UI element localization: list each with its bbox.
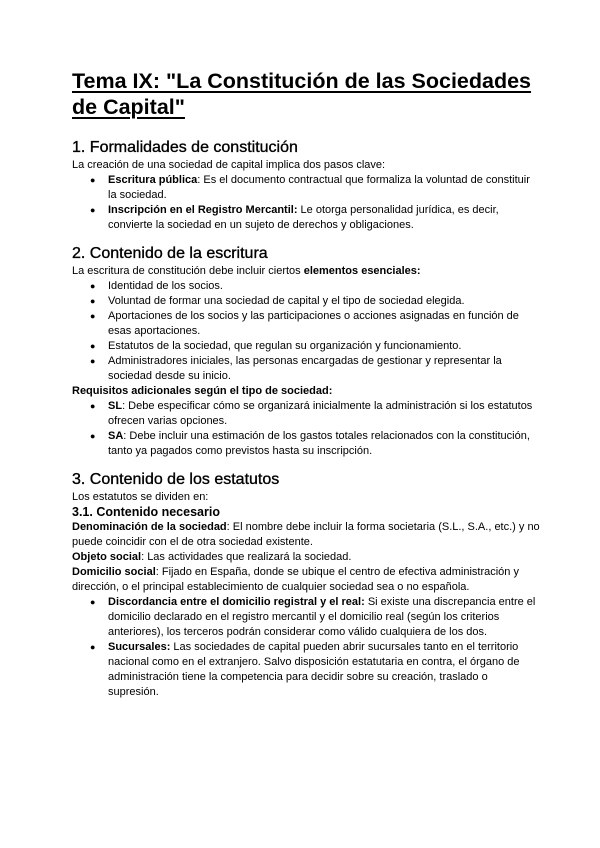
section-2-subheading: Requisitos adicionales según el tipo de sociedad: <box>72 385 333 397</box>
section-1-heading: 1. Formalidades de constitución <box>72 139 298 156</box>
section-2-list <box>72 279 540 384</box>
section-3-1-heading: 3.1. Contenido necesario <box>72 505 220 519</box>
list-item: ● Administradores iniciales, las personas encargadas de gestionar y representar la sociedad desde su inicio. <box>90 355 502 382</box>
list-item: ● SL: Debe especificar cómo se organizará inicialmente la administración si los estatutos ofrecen varias opciones. <box>90 400 533 427</box>
bullet-icon: ● <box>90 296 96 306</box>
list-item: ● Estatutos de la sociedad, que regulan su organización y funcionamiento. <box>90 340 462 352</box>
section-2-intro: La escritura de constitución debe incluir ciertos elementos esenciales: <box>72 265 421 277</box>
paragraph: Domicilio social: Fijado en España, donde se ubique el centro de efectiva administración y dirección, o el principal establecimiento de cualquier sociedad sea o no española. <box>72 566 519 593</box>
list-item: ● Inscripción en el Registro Mercantil: Le otorga personalidad jurídica, es decir, convierte la sociedad en un sujeto de derechos y obligaciones. <box>90 204 499 231</box>
document-title: Tema IX: "La Constitución de las Sociedades de Capital" <box>72 69 532 119</box>
list-item: ● SA: Debe incluir una estimación de los gastos totales relacionados con la constitución, tanto ya pagados como previstos hasta su inscripción. <box>90 430 530 457</box>
section-3-intro: Los estatutos se dividen en: <box>72 491 209 503</box>
section-1-list <box>72 173 540 233</box>
section-3-heading: 3. Contenido de los estatutos <box>72 471 280 488</box>
bullet-icon: ● <box>90 311 96 321</box>
section-2-heading: 2. Contenido de la escritura <box>72 245 268 262</box>
list-item: ● Aportaciones de los socios y las participaciones o acciones asignadas en función de esas aportaciones. <box>90 310 519 337</box>
bullet-icon: ● <box>90 642 96 652</box>
paragraph: Objeto social: Las actividades que realizará la sociedad. <box>72 551 352 563</box>
bullet-icon: ● <box>90 341 96 351</box>
paragraph: Denominación de la sociedad: El nombre debe incluir la forma societaria (S.L., S.A., etc.) y no puede coincidir con el de otra sociedad existente. <box>72 521 540 548</box>
bullet-icon: ● <box>90 356 96 366</box>
bullet-icon: ● <box>90 175 96 185</box>
list-item: ● Discordancia entre el domicilio registral y el real: Si existe una discrepancia entre el domicilio declarado en el registro mercantil y el domicilio real (según los criterios anteriores), los terceros podrán considerar como válido cualquiera de los dos. <box>90 596 536 638</box>
bullet-icon: ● <box>90 205 96 215</box>
list-item: ● Escritura pública: Es el documento contractual que formaliza la voluntad de constituir la sociedad. <box>90 174 530 201</box>
section-2-sublist <box>72 399 540 459</box>
section-3-list <box>72 595 540 700</box>
section-1-intro: La creación de una sociedad de capital implica dos pasos clave: <box>72 159 386 171</box>
list-item: ● Voluntad de formar una sociedad de capital y el tipo de sociedad elegida. <box>90 295 465 307</box>
bullet-icon: ● <box>90 431 96 441</box>
bullet-icon: ● <box>90 401 96 411</box>
list-item: ● Identidad de los socios. <box>90 280 223 292</box>
bullet-icon: ● <box>90 281 96 291</box>
list-item: ● Sucursales: Las sociedades de capital pueden abrir sucursales tanto en el territorio nacional como en el extranjero. Salvo disposición estatutaria en contra, el órgano de administración tiene la competencia para decidir sobre su creación, traslado o supresión. <box>90 641 520 698</box>
bullet-icon: ● <box>90 597 96 607</box>
